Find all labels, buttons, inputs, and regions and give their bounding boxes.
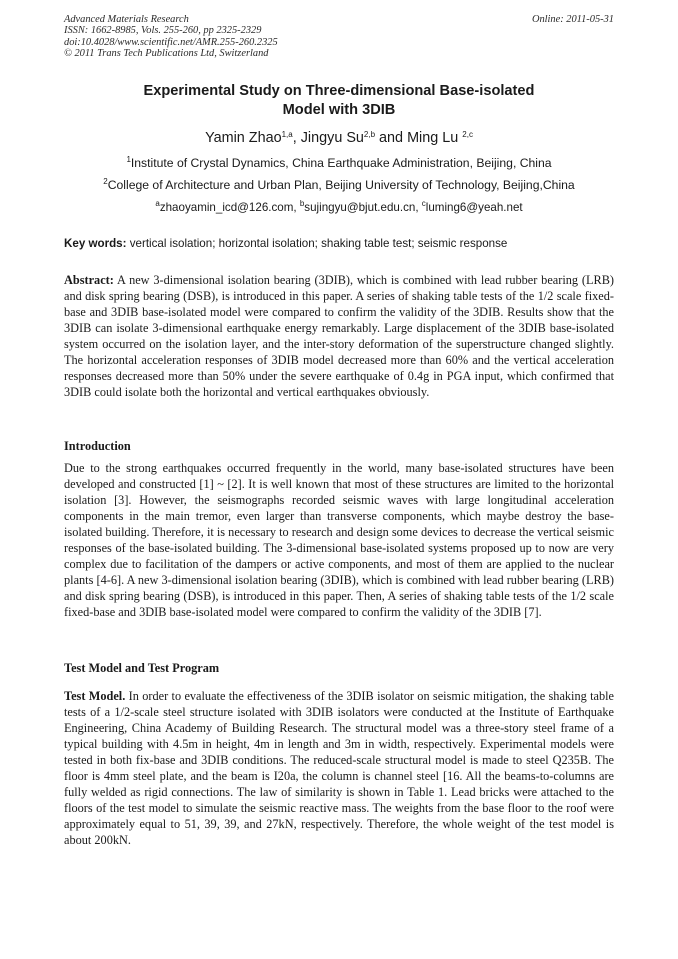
doi-line: doi:10.4028/www.scientific.net/AMR.255-260.2325 — [64, 36, 278, 48]
author-name: Ming Lu — [407, 130, 459, 146]
online-date: Online: 2011-05-31 — [531, 14, 614, 25]
email-list: $^a$zhaoyamin_icd@126.com, $^b$sujingyu@bjut.edu.cn, $^c$luming6@yeah.net — [155, 199, 523, 214]
keywords — [64, 236, 614, 251]
test-model-paragraph — [64, 688, 614, 848]
email-address[interactable]: sujingyu@bjut.edu.cn — [304, 201, 416, 214]
affiliation-mark: 1 — [126, 155, 131, 164]
author-separator: and — [375, 130, 408, 146]
author-list — [64, 129, 614, 147]
abstract-label: Abstract: — [64, 273, 114, 287]
author-affil-mark: 2,b — [363, 130, 376, 139]
author-name: Yamin Zhao — [205, 130, 282, 146]
author-name: Jingyu Su — [300, 130, 364, 146]
affiliation-2 — [64, 178, 614, 193]
abstract — [64, 272, 614, 400]
test-model-lead: Test Model. — [64, 689, 126, 703]
issn-line: ISSN: 1662-8985, Vols. 255-260, pp 2325-2329 — [64, 25, 262, 37]
journal-header — [64, 14, 278, 60]
author-affil-mark: 2,c — [462, 130, 473, 139]
test-section-heading: Test Model and Test Program — [64, 661, 220, 675]
title-line-2: Model with 3DIB — [282, 102, 396, 118]
copyright-line: © 2011 Trans Tech Publications Ltd, Switzerland — [64, 48, 269, 60]
keywords-label: Key words: — [64, 237, 127, 250]
title-line-1: Experimental Study on Three-dimensional Base-isolated — [143, 83, 535, 99]
journal-name: Advanced Materials Research — [64, 14, 189, 25]
author-affil-mark: 1,a — [281, 130, 293, 139]
affiliation-mark: 2 — [103, 177, 108, 186]
affiliation-1 — [64, 156, 614, 171]
affiliation-text: Institute of Crystal Dynamics, China Earthquake Administration, Beijing, China — [130, 156, 552, 170]
author-separator: , — [292, 130, 301, 146]
introduction-heading: Introduction — [64, 439, 131, 453]
keywords-text: vertical isolation; horizontal isolation; shaking table test; seismic response — [126, 237, 508, 250]
email-mark: a — [155, 199, 160, 208]
paper-title — [64, 82, 614, 120]
email-address[interactable]: luming6@yeah.net — [425, 201, 523, 214]
abstract-text: A new 3-dimensional isolation bearing (3DIB), which is combined with lead rubber bearing (LRB) and disk spring bearing (DSB), is introduced in this paper. A series of shaking table tests of the 1/2 scale fixed-base and 3DIB base-isolated model were compared to confirm the validity of the 3DIB. Results show that the 3DIB can isolate 3-dimensional earthquake energy remarkably. Large displacement of the 3DIB base-isolated system occurred on the isolation layer, and the inter-story deformation of the superstructure changed slightly. The horizontal acceleration responses of 3DIB model decreased more than 60% and the vertical acceleration responses decreased more than 50% under the severe earthquake of 0.4g in PGA input, which confirmed that 3DIB could isolate both the horizontal and vertical earthquakes obviously. — [64, 273, 614, 399]
email-mark: c — [421, 199, 426, 208]
introduction-paragraph: Due to the strong earthquakes occurred frequently in the world, many base-isolated structures have been developed and constructed [1] ~ [2]. It is well known that most of these structures are limited to the horizontal isolation [3]. However, the seismographs recorded seismic waves with large longitudinal acceleration components in the main tremor, even larger than transverse components, which maybe destroy the base-isolated building. Therefore, it is necessary to research and design some devices to decrease the vertical seismic responses of the base-isolated building. The 3-dimensional base-isolated systems proposed up to now are very complex due to facilitation of the dampers or active components, and most of them are applied to the nuclear plants [4-6]. A new 3-dimensional isolation bearing (3DIB), which is combined with lead rubber bearing (LRB) and disk spring bearing (DSB), is introduced in this paper. Then, A series of shaking table tests of the 1/2 scale fixed-base and 3DIB base-isolated model were compared to confirm the validity of the 3DIB [7]. — [64, 461, 614, 619]
affiliation-text: College of Architecture and Urban Plan, Beijing University of Technology, Beijing,China — [107, 178, 575, 192]
test-model-text: In order to evaluate the effectiveness of the 3DIB isolator on seismic mitigation, the shaking table tests of a 1/2-scale steel structure isolated with 3DIB isolators were conducted at the Institute of Earthquake Engineering, China Academy of Building Research. The structural model was a three-story steel frame of a typical building with 4.5m in height, 4m in length and 3m in width, respectively. Experimental models were tested in both fix-base and 3DIB conditions. The reduced-scale structural model is made to steel Q235B. The floor is 4mm steel plate, and the beam is I20a, the column is channel steel [16. All the beams-to-columns are fully welded as rigid connections. The law of similarity is shown in Table 1. Lead bricks were attached to the floors of the test model to simulate the seismic reactive mass. The weights from the base floor to the roof were approximately equal to 51, 39, 39, and 27kN, respectively. Therefore, the whole weight of the test model is about 200kN. — [64, 689, 615, 847]
email-address[interactable]: zhaoyamin_icd@126.com — [159, 201, 294, 214]
email-mark: b — [299, 199, 305, 208]
